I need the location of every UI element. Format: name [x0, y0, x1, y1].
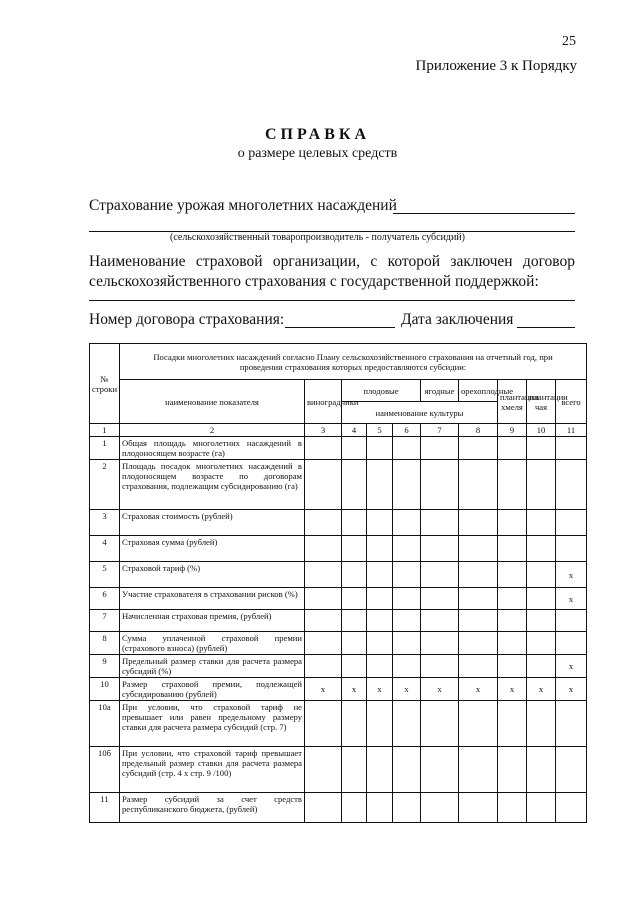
value-cell[interactable]	[556, 510, 587, 536]
contract-date-label: Дата заключения	[401, 311, 514, 328]
document-title: СПРАВКА	[264, 126, 371, 143]
row-number: 10б	[90, 747, 120, 793]
value-cell[interactable]	[393, 793, 421, 823]
value-cell[interactable]: x	[393, 678, 421, 701]
column-number: 7	[421, 424, 459, 437]
insurance-type-fill-line	[393, 213, 575, 214]
value-cell[interactable]	[367, 747, 393, 793]
table-row	[90, 536, 587, 562]
row-label: Размер субсидий за счет средств республиканского бюджета, (рублей)	[120, 793, 305, 823]
value-cell[interactable]	[342, 793, 367, 823]
value-cell[interactable]	[556, 610, 587, 632]
table-row	[90, 701, 587, 747]
culture-name-header: наименование культуры	[342, 402, 498, 424]
value-cell[interactable]	[556, 437, 587, 460]
value-cell[interactable]	[305, 588, 342, 610]
row-label: Размер страховой премии, подлежащей субсидированию (рублей)	[120, 678, 305, 701]
row-number: 7	[90, 610, 120, 632]
value-cell[interactable]	[527, 701, 556, 747]
row-number: 8	[90, 632, 120, 655]
column-number: 5	[367, 424, 393, 437]
value-cell[interactable]	[367, 793, 393, 823]
value-cell[interactable]	[367, 701, 393, 747]
table-row	[90, 632, 587, 655]
value-cell[interactable]	[305, 562, 342, 588]
row-number: 10	[90, 678, 120, 701]
value-cell[interactable]	[527, 747, 556, 793]
row-label: Страховая сумма (рублей)	[120, 536, 305, 562]
table-row	[90, 588, 587, 610]
value-cell[interactable]	[342, 588, 367, 610]
value-cell[interactable]	[393, 460, 421, 510]
value-cell[interactable]	[459, 536, 498, 562]
value-cell[interactable]	[367, 460, 393, 510]
value-cell[interactable]	[459, 588, 498, 610]
value-cell[interactable]	[367, 510, 393, 536]
value-cell[interactable]: x	[459, 678, 498, 701]
insurer-fill-line	[89, 300, 575, 301]
document-subtitle: о размере целевых средств	[237, 146, 398, 161]
table-row	[90, 460, 587, 510]
value-cell[interactable]: x	[342, 678, 367, 701]
value-cell[interactable]	[498, 747, 527, 793]
value-cell[interactable]	[459, 701, 498, 747]
total-header: всего	[556, 380, 587, 424]
value-cell[interactable]	[421, 437, 459, 460]
row-label: Сумма уплаченной страховой премии (страхового взноса) (рублей)	[120, 632, 305, 655]
value-cell[interactable]	[498, 588, 527, 610]
row-number: 2	[90, 460, 120, 510]
value-cell[interactable]	[367, 536, 393, 562]
value-cell[interactable]: x	[498, 678, 527, 701]
row-number: 3	[90, 510, 120, 536]
col-number-header: № строки	[90, 344, 120, 424]
table-row	[90, 678, 587, 701]
indicator-header: наименование показателя	[120, 380, 305, 424]
row-number: 6	[90, 588, 120, 610]
value-cell[interactable]	[459, 562, 498, 588]
value-cell[interactable]	[421, 460, 459, 510]
value-cell[interactable]	[527, 562, 556, 588]
value-cell[interactable]	[527, 793, 556, 823]
row-number: 11	[90, 793, 120, 823]
value-cell[interactable]	[556, 536, 587, 562]
value-cell[interactable]	[393, 562, 421, 588]
subsidy-table	[89, 343, 587, 823]
berry-header: ягодные	[421, 380, 459, 402]
value-cell[interactable]	[498, 632, 527, 655]
vineyards-header: виноградники	[305, 380, 342, 424]
value-cell[interactable]	[459, 437, 498, 460]
value-cell[interactable]	[305, 610, 342, 632]
value-cell[interactable]: x	[556, 588, 587, 610]
value-cell[interactable]	[367, 588, 393, 610]
value-cell[interactable]	[305, 655, 342, 678]
value-cell[interactable]	[527, 460, 556, 510]
value-cell[interactable]	[498, 655, 527, 678]
value-cell[interactable]	[342, 655, 367, 678]
value-cell[interactable]	[367, 562, 393, 588]
table-row	[90, 510, 587, 536]
value-cell[interactable]	[367, 655, 393, 678]
value-cell[interactable]	[421, 793, 459, 823]
value-cell[interactable]	[305, 437, 342, 460]
page-number: 25	[562, 34, 576, 49]
column-number: 1	[90, 424, 120, 437]
value-cell[interactable]	[305, 460, 342, 510]
contract-number-fill-line	[285, 327, 395, 328]
value-cell[interactable]	[393, 437, 421, 460]
row-label: Участие страхователя в страховании рисков (%)	[120, 588, 305, 610]
table-row	[90, 562, 587, 588]
value-cell[interactable]	[421, 562, 459, 588]
value-cell[interactable]	[421, 588, 459, 610]
value-cell[interactable]	[342, 536, 367, 562]
value-cell[interactable]: x	[305, 678, 342, 701]
value-cell[interactable]	[459, 510, 498, 536]
table-row	[90, 655, 587, 678]
value-cell[interactable]	[342, 632, 367, 655]
row-label: При условии, что страховой тариф превышает предельный размер ставки для расчета размера субсидий (стр. 4 х стр. 9 /100)	[120, 747, 305, 793]
value-cell[interactable]	[498, 793, 527, 823]
value-cell[interactable]	[367, 610, 393, 632]
value-cell[interactable]	[342, 747, 367, 793]
fruit-header: плодовые	[342, 380, 421, 402]
row-number: 9	[90, 655, 120, 678]
row-label: Предельный размер ставки для расчета размера субсидий (%)	[120, 655, 305, 678]
value-cell[interactable]	[421, 536, 459, 562]
value-cell[interactable]	[556, 747, 587, 793]
value-cell[interactable]: x	[421, 678, 459, 701]
value-cell[interactable]	[305, 510, 342, 536]
value-cell[interactable]	[459, 793, 498, 823]
value-cell[interactable]	[393, 536, 421, 562]
value-cell[interactable]	[393, 655, 421, 678]
appendix-label: Приложение 3 к Порядку	[415, 58, 577, 74]
row-label: При условии, что страховой тариф не превышает или равен предельному размеру ставки для расчета размера субсидий (стр. 7)	[120, 701, 305, 747]
table-row	[90, 610, 587, 632]
value-cell[interactable]	[342, 460, 367, 510]
row-number: 5	[90, 562, 120, 588]
row-label: Начисленная страховая премия, (рублей)	[120, 610, 305, 632]
tea-header: плантации чая	[527, 380, 556, 424]
value-cell[interactable]	[421, 701, 459, 747]
value-cell[interactable]	[527, 588, 556, 610]
value-cell[interactable]	[556, 632, 587, 655]
plantings-header: Посадки многолетних насаждений согласно Плану сельскохозяйственного страхования на отчетный год, при проведении страхования которых предоставляются субсидии:	[120, 344, 587, 380]
column-number: 8	[459, 424, 498, 437]
value-cell[interactable]	[393, 588, 421, 610]
value-cell[interactable]	[393, 510, 421, 536]
value-cell[interactable]	[527, 610, 556, 632]
value-cell[interactable]	[305, 793, 342, 823]
value-cell[interactable]	[459, 610, 498, 632]
value-cell[interactable]	[498, 437, 527, 460]
value-cell[interactable]	[498, 536, 527, 562]
value-cell[interactable]: x	[556, 655, 587, 678]
table-row	[90, 747, 587, 793]
value-cell[interactable]	[393, 747, 421, 793]
value-cell[interactable]	[421, 610, 459, 632]
table-row	[90, 793, 587, 823]
value-cell[interactable]	[367, 437, 393, 460]
value-cell[interactable]: x	[527, 678, 556, 701]
value-cell[interactable]	[556, 460, 587, 510]
value-cell[interactable]	[527, 437, 556, 460]
insurance-type-label: Страхование урожая многолетних насаждений	[89, 197, 397, 214]
row-label: Площадь посадок многолетних насаждений в плодоносящем возрасте по договорам страхования, подлежащим субсидированию (га)	[120, 460, 305, 510]
value-cell[interactable]	[393, 632, 421, 655]
table-row	[90, 437, 587, 460]
column-number: 6	[393, 424, 421, 437]
value-cell[interactable]	[498, 701, 527, 747]
value-cell[interactable]	[367, 632, 393, 655]
value-cell[interactable]	[305, 632, 342, 655]
row-label: Страховая стоимость (рублей)	[120, 510, 305, 536]
insurer-label: Наименование страховой организации, с которой заключен договор сельскохозяйственного страхования с государственной поддержкой:	[89, 253, 575, 290]
value-cell[interactable]	[527, 632, 556, 655]
row-label: Общая площадь многолетних насаждений в плодоносящем возрасте (га)	[120, 437, 305, 460]
value-cell[interactable]	[459, 747, 498, 793]
contract-date-fill-line	[517, 327, 575, 328]
row-number: 10а	[90, 701, 120, 747]
value-cell[interactable]	[527, 510, 556, 536]
value-cell[interactable]	[459, 632, 498, 655]
value-cell[interactable]	[421, 632, 459, 655]
value-cell[interactable]	[305, 701, 342, 747]
value-cell[interactable]	[498, 562, 527, 588]
value-cell[interactable]	[527, 655, 556, 678]
column-number: 4	[342, 424, 367, 437]
value-cell[interactable]	[421, 655, 459, 678]
value-cell[interactable]	[556, 701, 587, 747]
value-cell[interactable]: x	[556, 678, 587, 701]
column-number: 9	[498, 424, 527, 437]
value-cell[interactable]	[342, 610, 367, 632]
row-label: Страховой тариф (%)	[120, 562, 305, 588]
value-cell[interactable]	[305, 747, 342, 793]
contract-number-label: Номер договора страхования:	[89, 311, 285, 328]
value-cell[interactable]	[305, 536, 342, 562]
value-cell[interactable]	[393, 610, 421, 632]
producer-caption: (сельскохозяйственный товаропроизводитель - получатель субсидий)	[170, 232, 465, 243]
value-cell[interactable]	[421, 747, 459, 793]
row-number: 4	[90, 536, 120, 562]
value-cell[interactable]	[498, 460, 527, 510]
value-cell[interactable]	[527, 536, 556, 562]
value-cell[interactable]	[556, 793, 587, 823]
value-cell[interactable]	[459, 655, 498, 678]
row-number: 1	[90, 437, 120, 460]
value-cell[interactable]	[342, 701, 367, 747]
column-number: 11	[556, 424, 587, 437]
value-cell[interactable]	[342, 562, 367, 588]
value-cell[interactable]	[498, 610, 527, 632]
column-number: 3	[305, 424, 342, 437]
nut-header: орехоплодные	[459, 380, 498, 402]
value-cell[interactable]	[459, 460, 498, 510]
value-cell[interactable]: x	[367, 678, 393, 701]
column-number: 10	[527, 424, 556, 437]
value-cell[interactable]	[342, 437, 367, 460]
value-cell[interactable]	[421, 510, 459, 536]
column-number: 2	[120, 424, 305, 437]
value-cell[interactable]	[393, 701, 421, 747]
hops-header: плантации хмеля	[498, 380, 527, 424]
value-cell[interactable]	[498, 510, 527, 536]
value-cell[interactable]: x	[556, 562, 587, 588]
value-cell[interactable]	[342, 510, 367, 536]
